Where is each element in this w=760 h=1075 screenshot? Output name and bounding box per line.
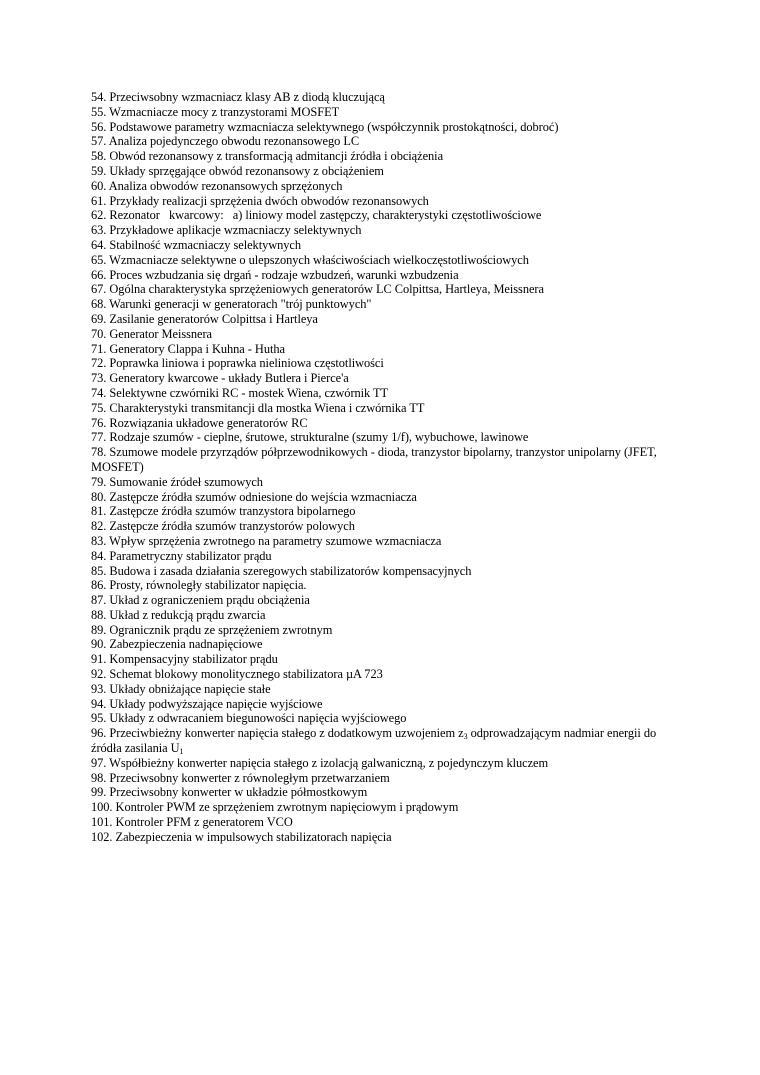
- list-item: 86. Prosty, równoległy stabilizator napięcia.: [91, 578, 307, 593]
- list-item: 94. Układy podwyższające napięcie wyjściowe: [91, 696, 323, 711]
- list-item: 66. Proces wzbudzania się drgań - rodzaje wzbudzeń, warunki wzbudzenia: [91, 267, 459, 282]
- list-item: 84. Parametryczny stabilizator prądu: [91, 548, 272, 563]
- list-item: 78. Szumowe modele przyrządów półprzewodnikowych - dioda, tranzystor bipolarny, tranzystor unipolarny (JFET, MOSFET): [91, 445, 657, 474]
- list-item: 60. Analiza obwodów rezonansowych sprzężonych: [91, 178, 343, 193]
- list-item: 80. Zastępcze źródła szumów odniesione do wejścia wzmacniacza: [91, 489, 417, 504]
- list-item: 55. Wzmacniacze mocy z tranzystorami MOSFET: [91, 104, 340, 119]
- list-item: 88. Układ z redukcją prądu zwarcia: [91, 607, 266, 622]
- list-item: 99. Przeciwsobny konwerter w układzie półmostkowym: [91, 785, 368, 800]
- list-item: 92. Schemat blokowy monolitycznego stabilizatora µA 723: [91, 667, 383, 682]
- list-item: 73. Generatory kwarcowe - układy Butlera i Pierce'a: [91, 371, 349, 386]
- list-item: 54. Przeciwsobny wzmacniacz klasy AB z diodą kluczującą: [91, 90, 385, 104]
- list-item: 91. Kompensacyjny stabilizator prądu: [91, 652, 278, 667]
- list-item: 89. Ogranicznik prądu ze sprzężeniem zwrotnym: [91, 622, 333, 637]
- list-item: 93. Układy obniżające napięcie stałe: [91, 681, 271, 696]
- list-item: 61. Przykłady realizacji sprzężenia dwóch obwodów rezonansowych: [91, 193, 429, 208]
- list-item: 102. Zabezpieczenia w impulsowych stabilizatorach napięcia: [91, 829, 392, 844]
- list-item: 82. Zastępcze źródła szumów tranzystorów polowych: [91, 519, 355, 534]
- list-item: 100. Kontroler PWM ze sprzężeniem zwrotnym napięciowym i prądowym: [91, 800, 459, 815]
- subscript: 3: [463, 732, 468, 742]
- list-item: 75. Charakterystyki transmitancji dla mostka Wiena i czwórnika TT: [91, 400, 425, 415]
- list-item: 85. Budowa i zasada działania szeregowych stabilizatorów kompensacyjnych: [91, 563, 472, 578]
- list-item: 67. Ogólna charakterystyka sprzężeniowych generatorów LC Colpittsa, Hartleya, Meissnera: [91, 282, 544, 297]
- list-item: 79. Sumowanie źródeł szumowych: [91, 474, 263, 489]
- list-item: 87. Układ z ograniczeniem prądu obciążenia: [91, 593, 310, 608]
- list-item: 58. Obwód rezonansowy z transformacją admitancji źródła i obciążenia: [91, 149, 444, 164]
- list-item: 68. Warunki generacji w generatorach "trój punktowych": [91, 297, 372, 312]
- list-item: 81. Zastępcze źródła szumów tranzystora bipolarnego: [91, 504, 356, 519]
- list-item: 96. Przeciwbieżny konwerter napięcia stałego z dodatkowym uzwojeniem $z_3$ odprowadzającym nadmiar energii do źródła zasilania $U_1$: [91, 726, 657, 757]
- list-item: 98. Przeciwsobny konwerter z równoległym przetwarzaniem: [91, 770, 390, 785]
- list-item: 77. Rodzaje szumów - cieplne, śrutowe, strukturalne (szumy 1/f), wybuchowe, lawinowe: [91, 430, 529, 445]
- list-item: 62. Rezonator kwarcowy: a) liniowy model zastępczy, charakterystyki częstotliwościowe: [91, 208, 542, 223]
- topic-list: [91, 90, 671, 845]
- list-item: 64. Stabilność wzmacniaczy selektywnych: [91, 237, 302, 252]
- list-item: 76. Rozwiązania układowe generatorów RC: [91, 415, 308, 430]
- list-item: 71. Generatory Clappa i Kuhna - Hutha: [91, 341, 285, 356]
- list-item: 69. Zasilanie generatorów Colpittsa i Hartleya: [91, 311, 318, 326]
- list-item: 56. Podstawowe parametry wzmacniacza selektywnego (współczynnik prostokątności, dobroć): [91, 119, 559, 134]
- list-item: 70. Generator Meissnera: [91, 326, 213, 341]
- list-item: 90. Zabezpieczenia nadnapięciowe: [91, 637, 263, 652]
- list-item: 95. Układy z odwracaniem biegunowości napięcia wyjściowego: [91, 711, 407, 726]
- list-item: 65. Wzmacniacze selektywne o ulepszonych właściwościach wielkoczęstotliwościowych: [91, 252, 529, 267]
- list-item: 72. Poprawka liniowa i poprawka nieliniowa częstotliwości: [91, 356, 384, 371]
- list-item: 59. Układy sprzęgające obwód rezonansowy z obciążeniem: [91, 163, 384, 178]
- list-item: 63. Przykładowe aplikacje wzmacniaczy selektywnych: [91, 223, 362, 238]
- list-item: 97. Współbieżny konwerter napięcia stałego z izolacją galwaniczną, z pojedynczym kluczem: [91, 755, 549, 770]
- subscript: 1: [179, 747, 184, 757]
- list-item: 83. Wpływ sprzężenia zwrotnego na parametry szumowe wzmacniacza: [91, 533, 442, 548]
- list-item: 74. Selektywne czwórniki RC - mostek Wiena, czwórnik TT: [91, 385, 389, 400]
- list-item: 57. Analiza pojedynczego obwodu rezonansowego LC: [91, 134, 360, 149]
- list-item: 101. Kontroler PFM z generatorem VCO: [91, 815, 293, 830]
